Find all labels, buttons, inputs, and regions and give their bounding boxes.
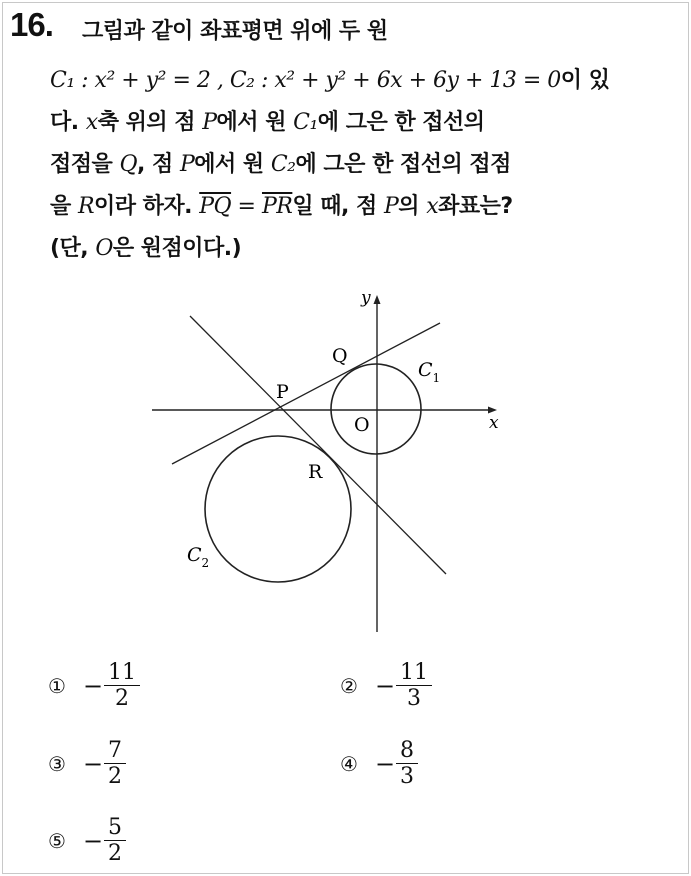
text: (단, [50,236,89,261]
fraction [396,660,432,712]
math-x: x [85,110,98,135]
text: 접점을 [50,152,113,177]
fraction [104,660,140,712]
segment-pq: $\overline{PQ}$ [199,194,232,219]
choice-4[interactable] [340,738,418,790]
text: 은 원점이다.) [112,236,242,261]
math-p: P [383,194,399,219]
math-p: P [179,152,195,177]
choice-5[interactable] [48,815,126,867]
line2-suffix: 이 있 [560,68,610,93]
numerator: 11 [108,660,136,685]
text: 을 [50,194,71,219]
math-x: x [426,194,439,219]
choice-mark: ① [48,673,66,698]
numerator: 11 [400,660,428,685]
question-number: 16. [10,6,53,43]
text: 에서 원 [194,152,264,177]
text: 축 위의 점 [97,110,196,135]
y-axis-arrow [374,295,381,304]
label-x-axis: x [489,413,499,433]
fraction [396,738,418,790]
numerator: 7 [108,738,122,763]
choice-2[interactable] [340,660,432,712]
choice-mark: ③ [48,751,66,776]
label-p: P [276,381,289,403]
minus-sign: − [374,749,396,778]
text: 일 때, 점 [292,194,377,219]
label-q: Q [332,345,348,367]
segment-pr: $\overline{PR}$ [261,194,293,219]
equals-sign: = [231,194,262,219]
question-line-1: 그림과 같이 좌표평면 위에 두 원 [82,19,388,44]
text: 의 [398,194,420,219]
label-c2-sub: 2 [201,556,210,570]
tangent-line-pr [190,316,446,574]
label-o: O [354,414,370,436]
circle-c1 [331,364,421,454]
denominator: 2 [108,841,122,867]
minus-sign: − [374,671,396,700]
fraction [104,738,126,790]
choice-3[interactable] [48,738,126,790]
math-c1: C₁ [293,110,318,135]
text: 에 그은 한 접선의 접점 [295,152,511,177]
choice-mark: ④ [340,751,358,776]
text: , 점 [136,152,173,177]
math-q: Q [119,152,137,177]
text: 에 그은 한 접선의 [317,110,485,135]
fraction [104,815,126,867]
denominator: 2 [115,686,129,712]
label-c2 [187,544,209,570]
label-r: R [308,461,323,483]
label-c2-main: C [187,544,202,566]
numerator: 8 [400,738,414,763]
math-c2: C₂ [270,152,296,177]
circle-equations: C₁ : x² + y² = 2 , C₂ : x² + y² + 6x + 6y + 13 = 0 [50,68,561,93]
minus-sign: − [82,826,104,855]
math-o: O [95,236,113,261]
text: 다. [50,110,79,135]
denominator: 3 [400,764,414,790]
label-c1-sub: 1 [432,371,441,385]
text: 이라 하자. [94,194,193,219]
choice-mark: ⑤ [48,828,66,853]
label-c1-main: C [418,359,433,381]
numerator: 5 [108,815,122,840]
denominator: 3 [407,686,421,712]
denominator: 2 [108,764,122,790]
math-p: P [202,110,217,135]
text: 에서 원 [216,110,286,135]
label-c1 [418,359,440,385]
text: 좌표는? [438,194,513,219]
choice-1[interactable] [48,660,140,712]
tangent-line-pq [172,323,440,464]
choice-mark: ② [340,673,358,698]
label-y-axis: y [361,288,371,308]
circle-c2 [205,436,351,582]
minus-sign: − [82,671,104,700]
math-r: R [77,194,95,219]
minus-sign: − [82,749,104,778]
